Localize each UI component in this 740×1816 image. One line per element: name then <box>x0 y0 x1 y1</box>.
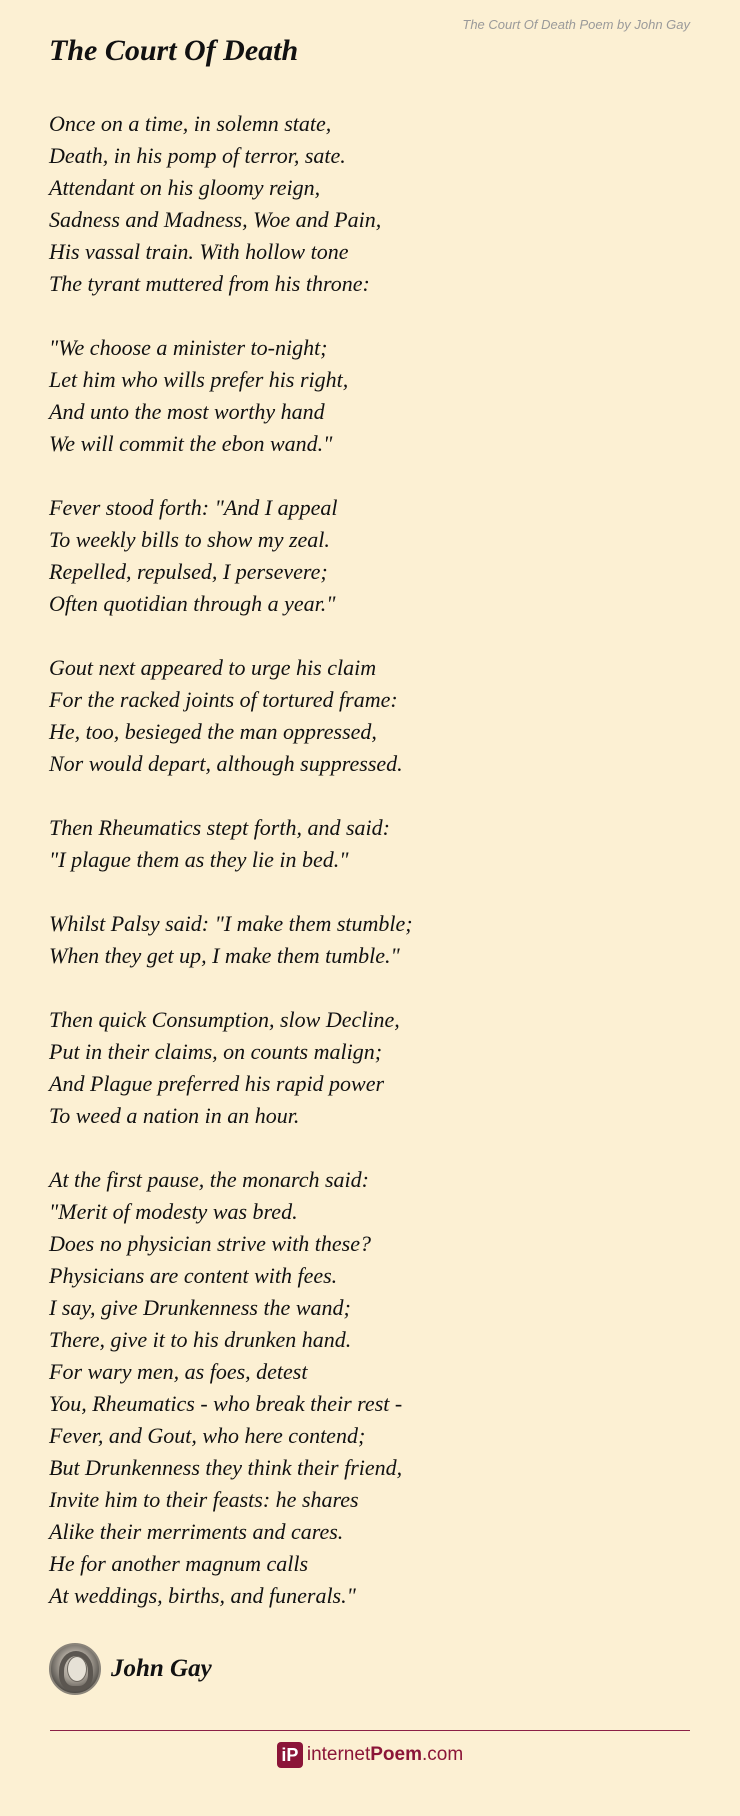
poem-line: Fever, and Gout, who here contend; <box>49 1423 366 1448</box>
page-caption: The Court Of Death Poem by John Gay <box>462 17 690 32</box>
poem-line: "I plague them as they lie in bed." <box>49 847 349 872</box>
poem-line: For the racked joints of tortured frame: <box>49 687 398 712</box>
author-block[interactable] <box>49 1643 212 1695</box>
stanza <box>49 1164 699 1612</box>
site-logo-icon[interactable]: iP <box>277 1742 303 1768</box>
poem-line: Then quick Consumption, slow Decline, <box>49 1007 400 1032</box>
stanza <box>49 1004 699 1132</box>
poem-line: Whilst Palsy said: "I make them stumble; <box>49 911 413 936</box>
poem-line: But Drunkenness they think their friend, <box>49 1455 403 1480</box>
poem-line: Often quotidian through a year." <box>49 591 336 616</box>
poem-line: Fever stood forth: "And I appeal <box>49 495 338 520</box>
poem-line: He, too, besieged the man oppressed, <box>49 719 377 744</box>
poem-line: Does no physician strive with these? <box>49 1231 372 1256</box>
poem-line: Physicians are content with fees. <box>49 1263 338 1288</box>
author-avatar[interactable] <box>49 1643 101 1695</box>
poem-line: To weed a nation in an hour. <box>49 1103 300 1128</box>
poem-line: He for another magnum calls <box>49 1551 309 1576</box>
brand-bold: Poem <box>370 1744 422 1765</box>
poem-line: His vassal train. With hollow tone <box>49 239 349 264</box>
poem-line: For wary men, as foes, detest <box>49 1359 308 1384</box>
stanza <box>49 908 699 972</box>
poem-line: Alike their merriments and cares. <box>49 1519 344 1544</box>
poem-line: Put in their claims, on counts malign; <box>49 1039 383 1064</box>
poem-line: Once on a time, in solemn state, <box>49 111 332 136</box>
poem-line: Attendant on his gloomy reign, <box>49 175 321 200</box>
poem-line: Death, in his pomp of terror, sate. <box>49 143 346 168</box>
stanza <box>49 332 699 460</box>
stanza <box>49 652 699 780</box>
poem-line: Invite him to their feasts: he shares <box>49 1487 359 1512</box>
poem-title: The Court Of Death <box>49 34 299 67</box>
site-footer[interactable] <box>0 1742 740 1768</box>
poem-line: Sadness and Madness, Woe and Pain, <box>49 207 382 232</box>
stanza <box>49 812 699 876</box>
poem-line: Repelled, repulsed, I persevere; <box>49 559 328 584</box>
poem-line: At weddings, births, and funerals." <box>49 1583 356 1608</box>
poem-line: And unto the most worthy hand <box>49 399 325 424</box>
poem-body <box>49 108 699 1644</box>
poem-line: Let him who wills prefer his right, <box>49 367 349 392</box>
poem-line: The tyrant muttered from his throne: <box>49 271 370 296</box>
poem-line: Gout next appeared to urge his claim <box>49 655 377 680</box>
brand-suffix: .com <box>421 1744 464 1765</box>
poem-line: You, Rheumatics - who break their rest - <box>49 1391 403 1416</box>
portrait-face <box>67 1656 87 1682</box>
poem-line: There, give it to his drunken hand. <box>49 1327 352 1352</box>
poem-line: "Merit of modesty was bred. <box>49 1199 298 1224</box>
poem-line: To weekly bills to show my zeal. <box>49 527 330 552</box>
stanza <box>49 492 699 620</box>
author-name[interactable]: John Gay <box>111 1655 212 1682</box>
poem-line: Nor would depart, although suppressed. <box>49 751 403 776</box>
poem-line: At the first pause, the monarch said: <box>49 1167 369 1192</box>
poem-line: And Plague preferred his rapid power <box>49 1071 385 1096</box>
poem-line: Then Rheumatics stept forth, and said: <box>49 815 390 840</box>
poem-line: When they get up, I make them tumble." <box>49 943 400 968</box>
poem-line: "We choose a minister to-night; <box>49 335 328 360</box>
site-brand[interactable] <box>307 1744 463 1766</box>
poem-line: I say, give Drunkenness the wand; <box>49 1295 351 1320</box>
brand-prefix: internet <box>306 1744 371 1765</box>
poem-line: We will commit the ebon wand." <box>49 431 333 456</box>
footer-divider <box>50 1730 690 1731</box>
stanza <box>49 108 699 300</box>
